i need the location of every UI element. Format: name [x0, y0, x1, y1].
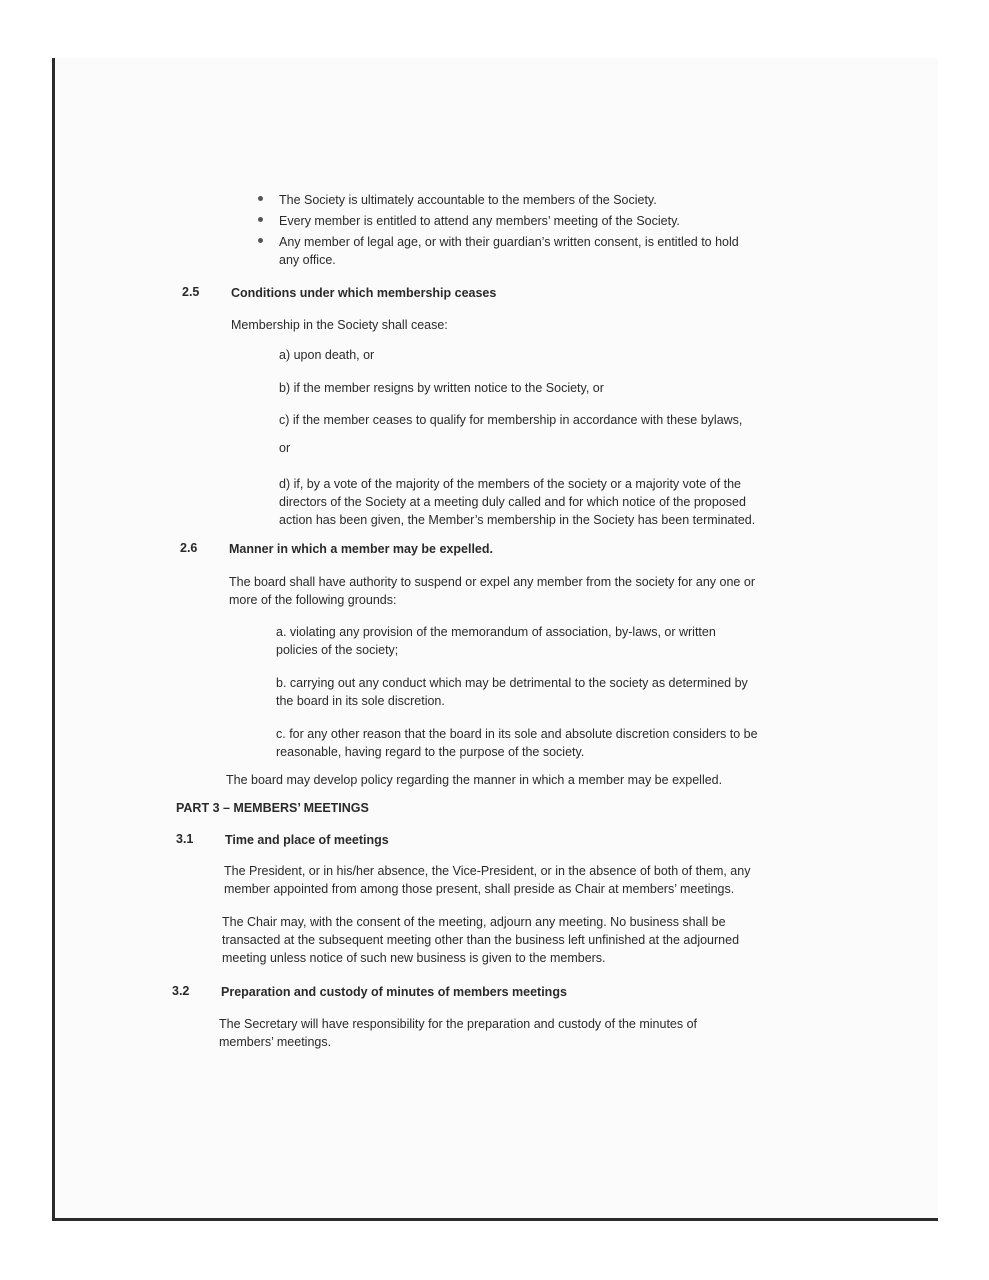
list-item-continued: action has been given, the Member’s membership in the Society has been terminated. [279, 513, 756, 527]
bullet-text: Any member of legal age, or with their guardian’s written consent, is entitled to hold [279, 235, 739, 249]
part-heading: PART 3 – MEMBERS’ MEETINGS [176, 801, 369, 815]
paragraph-line: transacted at the subsequent meeting other than the business left unfinished at the adjourned [222, 933, 740, 947]
list-item: a. violating any provision of the memorandum of association, by-laws, or written [276, 625, 716, 639]
section-intro: The board shall have authority to suspend or expel any member from the society for any one or [229, 575, 755, 589]
bullet-text: The Society is ultimately accountable to the members of the Society. [279, 193, 657, 207]
section-heading: Preparation and custody of minutes of members meetings [221, 985, 567, 999]
list-item-continued: directors of the Society at a meeting duly called and for which notice of the proposed [279, 495, 746, 509]
list-item-continued: policies of the society; [276, 643, 399, 657]
section-intro: Membership in the Society shall cease: [231, 318, 448, 332]
bullet-dot [258, 196, 263, 201]
list-item-continued: or [279, 441, 291, 455]
list-item-continued: the board in its sole discretion. [276, 694, 445, 708]
section-number: 3.2 [172, 984, 190, 998]
list-item: c. for any other reason that the board in its sole and absolute discretion considers to be [276, 727, 758, 741]
section-heading: Manner in which a member may be expelled. [229, 542, 493, 556]
list-item: c) if the member ceases to qualify for membership in accordance with these bylaws, [279, 413, 743, 427]
section-number: 2.5 [182, 285, 200, 299]
bullet-text: Every member is entitled to attend any members’ meeting of the Society. [279, 214, 680, 228]
section-number: 2.6 [180, 541, 198, 555]
bullet-dot [258, 238, 263, 243]
section-heading: Conditions under which membership ceases [231, 286, 497, 300]
bullet-text-continued: any office. [279, 253, 336, 267]
list-item-continued: reasonable, having regard to the purpose of the society. [276, 745, 585, 759]
paragraph-line: The Secretary will have responsibility for the preparation and custody of the minutes of [219, 1017, 698, 1031]
paragraph-line: meeting unless notice of such new business is given to the members. [222, 951, 606, 965]
section-heading: Time and place of meetings [225, 833, 389, 847]
paragraph-line: The Chair may, with the consent of the meeting, adjourn any meeting. No business shall be [222, 915, 726, 929]
list-item: b) if the member resigns by written notice to the Society, or [279, 381, 604, 395]
section-closing: The board may develop policy regarding the manner in which a member may be expelled. [226, 773, 723, 787]
paragraph-line: The President, or in his/her absence, the Vice-President, or in the absence of both of them, any [224, 864, 751, 878]
section-intro: more of the following grounds: [229, 593, 397, 607]
list-item: a) upon death, or [279, 348, 375, 362]
paragraph-line: members’ meetings. [219, 1035, 332, 1049]
list-item: b. carrying out any conduct which may be detrimental to the society as determined by [276, 676, 748, 690]
list-item: d) if, by a vote of the majority of the members of the society or a majority vote of the [279, 477, 742, 491]
paragraph-line: member appointed from among those present, shall preside as Chair at members’ meetings. [224, 882, 735, 896]
section-number: 3.1 [176, 832, 194, 846]
bullet-dot [258, 217, 263, 222]
